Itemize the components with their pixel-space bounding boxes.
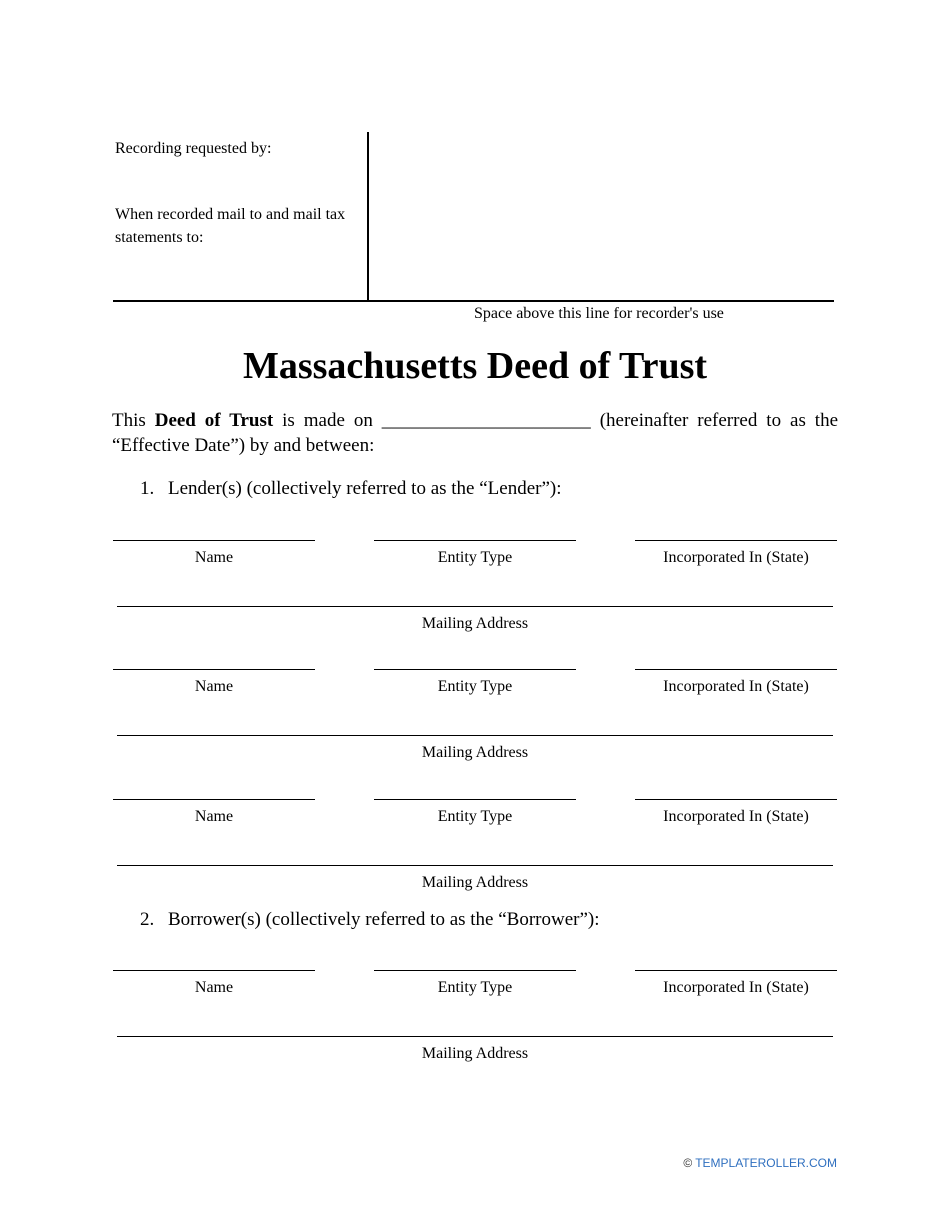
section-heading-borrower bbox=[140, 908, 600, 932]
name-caption: Name bbox=[194, 678, 234, 695]
intro-prefix: This bbox=[112, 410, 155, 431]
intro-bold-term: Deed of Trust bbox=[154, 410, 274, 431]
incorporated-state-field-line[interactable] bbox=[635, 799, 837, 800]
mailing-address-field-line[interactable] bbox=[117, 1036, 833, 1037]
mailing-address-field-line[interactable] bbox=[117, 606, 833, 607]
name-field-line[interactable] bbox=[113, 970, 315, 971]
entity-type-caption: Entity Type bbox=[437, 549, 513, 566]
name-caption: Name bbox=[194, 979, 234, 996]
entity-type-field-line[interactable] bbox=[374, 669, 576, 670]
templateroller-link[interactable]: TEMPLATEROLLER.COM bbox=[695, 1156, 837, 1170]
mailing-address-caption: Mailing Address bbox=[421, 744, 529, 761]
mailing-address-caption: Mailing Address bbox=[421, 874, 529, 891]
mailing-address-caption: Mailing Address bbox=[421, 1045, 529, 1062]
lender-fields-2 bbox=[0, 669, 950, 789]
recorder-box bbox=[113, 132, 834, 302]
section-title: Borrower(s) (collectively referred to as the “Borrower”): bbox=[168, 909, 600, 930]
incorporated-state-caption: Incorporated In (State) bbox=[663, 549, 809, 566]
entity-type-field-line[interactable] bbox=[374, 799, 576, 800]
section-title: Lender(s) (collectively referred to as the “Lender”): bbox=[168, 478, 562, 499]
borrower-fields-1 bbox=[0, 970, 950, 1090]
name-field-line[interactable] bbox=[113, 669, 315, 670]
recorder-use-note: Space above this line for recorder's use bbox=[474, 305, 724, 322]
section-number: 1. bbox=[140, 478, 155, 499]
copyright-symbol: © bbox=[683, 1156, 693, 1170]
mailing-address-caption: Mailing Address bbox=[421, 615, 529, 632]
footer-credit bbox=[683, 1155, 837, 1171]
incorporated-state-field-line[interactable] bbox=[635, 970, 837, 971]
mail-to-label: When recorded mail to and mail tax statements to: bbox=[115, 206, 346, 246]
name-field-line[interactable] bbox=[113, 540, 315, 541]
entity-type-caption: Entity Type bbox=[437, 678, 513, 695]
intro-text: is made on ______________________ (hereinafter referred to as the “Effective Date”) by and between: bbox=[112, 410, 838, 456]
lender-fields-3 bbox=[0, 799, 950, 919]
document-title: Massachusetts Deed of Trust bbox=[242, 345, 708, 387]
incorporated-state-field-line[interactable] bbox=[635, 540, 837, 541]
incorporated-state-caption: Incorporated In (State) bbox=[663, 808, 809, 825]
entity-type-field-line[interactable] bbox=[374, 970, 576, 971]
section-heading-lender bbox=[140, 477, 562, 501]
incorporated-state-caption: Incorporated In (State) bbox=[663, 979, 809, 996]
intro-paragraph bbox=[112, 408, 838, 458]
name-caption: Name bbox=[194, 808, 234, 825]
name-field-line[interactable] bbox=[113, 799, 315, 800]
incorporated-state-field-line[interactable] bbox=[635, 669, 837, 670]
recorder-info-column bbox=[113, 132, 369, 300]
mailing-address-field-line[interactable] bbox=[117, 865, 833, 866]
section-number: 2. bbox=[140, 909, 155, 930]
entity-type-caption: Entity Type bbox=[437, 808, 513, 825]
entity-type-field-line[interactable] bbox=[374, 540, 576, 541]
name-caption: Name bbox=[194, 549, 234, 566]
incorporated-state-caption: Incorporated In (State) bbox=[663, 678, 809, 695]
lender-fields-1 bbox=[0, 540, 950, 660]
recording-requested-by-label: Recording requested by: bbox=[115, 140, 272, 157]
entity-type-caption: Entity Type bbox=[437, 979, 513, 996]
mailing-address-field-line[interactable] bbox=[117, 735, 833, 736]
